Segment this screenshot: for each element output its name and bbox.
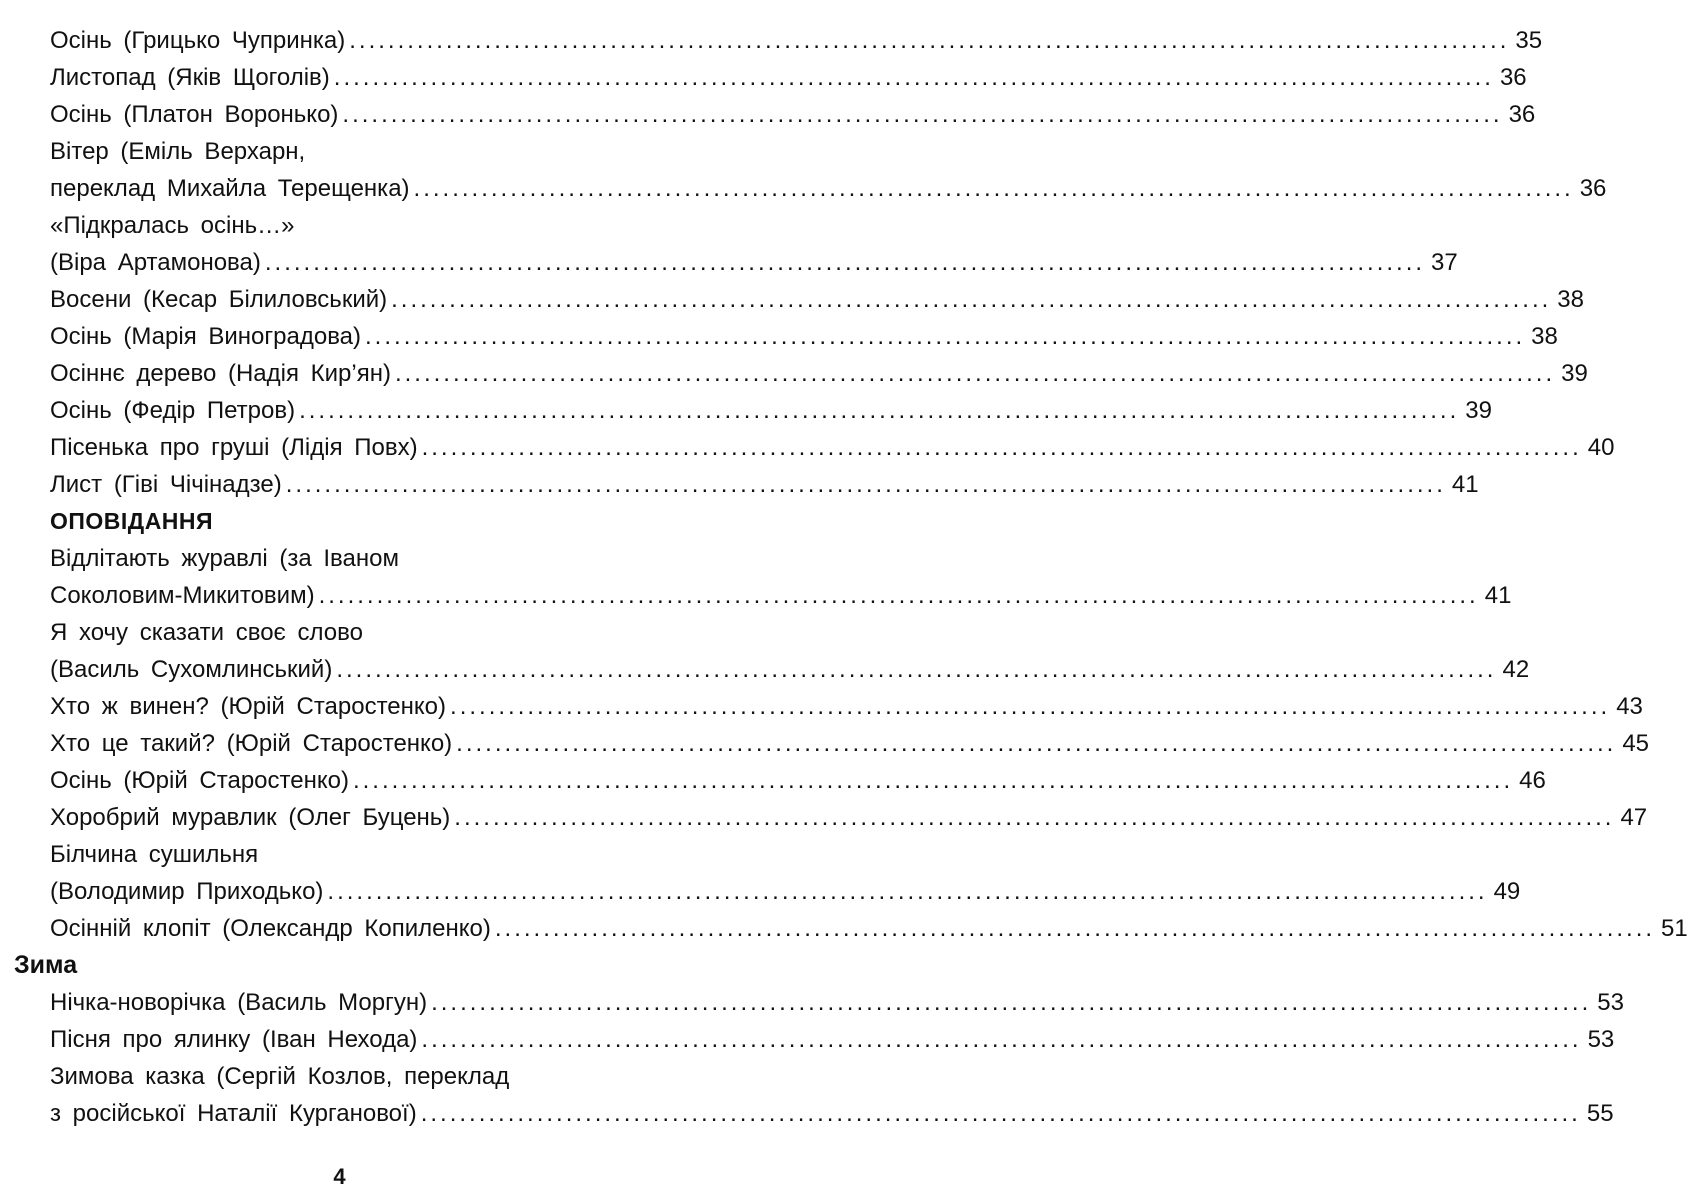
- dot-leader: ........................................................................................................................: [450, 693, 1611, 720]
- toc-entry-title: Лист (Гіві Чічінадзе): [50, 471, 282, 498]
- toc-entry-row: [50, 577, 1512, 614]
- toc-entry-page: 51: [1661, 915, 1688, 942]
- toc-entry-page: 37: [1431, 249, 1458, 276]
- toc-entry-page: 45: [1622, 730, 1650, 757]
- toc-entry-title: Пісенька про груші (Лідія Повх): [50, 434, 418, 461]
- toc-entry-title: Білчина сушильня: [50, 841, 259, 868]
- toc-entry-page: 43: [1616, 693, 1643, 720]
- toc-entry-page: 38: [1557, 286, 1584, 313]
- toc-entry: [0, 170, 1607, 207]
- toc-entry-title: «Підкралась осінь…»: [50, 212, 295, 239]
- toc-entry: [0, 1021, 1615, 1058]
- dot-leader: ........................................................................................................................: [318, 582, 1479, 609]
- toc-entry: [0, 577, 1512, 614]
- dot-leader: ........................................................................................................................: [264, 249, 1426, 276]
- toc-entry-title: Зимова казка (Сергій Козлов, переклад: [50, 1063, 510, 1090]
- dot-leader: ........................................................................................................................: [421, 1026, 1582, 1053]
- toc-entry-title: (Володимир Приходько): [50, 878, 324, 905]
- toc-entry-row: [50, 651, 1530, 688]
- toc-entry-title: Листопад (Яків Щоголів): [50, 64, 330, 91]
- toc-entry: [0, 318, 1558, 355]
- toc-entry-title: переклад Михайла Терещенка): [50, 175, 410, 202]
- toc-entry-title: Осінь (Грицько Чупринка): [50, 27, 346, 54]
- toc-entry-title: (Василь Сухомлинський): [50, 656, 333, 683]
- toc-entry-row: [50, 910, 1688, 947]
- toc-entry-title: Я хочу сказати своє слово: [50, 619, 363, 646]
- toc-entry-row: [50, 318, 1558, 355]
- toc-entry-title: Хто це такий? (Юрій Старостенко): [50, 730, 453, 757]
- toc-entry: [0, 244, 1458, 281]
- dot-leader: ........................................................................................................................: [420, 1100, 1581, 1127]
- section-heading-text: ОПОВІДАННЯ: [50, 508, 214, 534]
- toc-entry-page: 41: [1451, 471, 1479, 498]
- toc-entry-page: 47: [1620, 804, 1648, 831]
- page-number: 4: [333, 1164, 346, 1189]
- section-heading: [0, 503, 679, 540]
- toc-entry-line: [0, 540, 679, 577]
- dot-leader: ........................................................................................................................: [352, 767, 1514, 794]
- toc-entry-row: [50, 59, 1527, 96]
- dot-leader: ........................................................................................................................: [365, 323, 1526, 350]
- toc-entry-title: Осінь (Юрій Старостенко): [50, 767, 349, 794]
- toc-entry: [0, 1095, 1614, 1132]
- dot-leader: ........................................................................................................................: [413, 175, 1574, 202]
- dot-leader: ........................................................................................................................: [333, 64, 1494, 91]
- toc-entry-row: [50, 244, 1458, 281]
- toc-entry-row: [50, 466, 1479, 503]
- toc-entry: [0, 22, 1543, 59]
- toc-entry-page: 53: [1597, 989, 1624, 1016]
- toc-entry-row: [50, 873, 1521, 910]
- toc-entry: [0, 392, 1492, 429]
- dot-leader: ........................................................................................................................: [421, 434, 1582, 461]
- toc-entry-page: 53: [1587, 1026, 1615, 1053]
- toc-entry: [0, 651, 1530, 688]
- toc-entry-row: [50, 170, 1607, 207]
- toc-entry-line: [0, 614, 679, 651]
- toc-entry-row: [50, 392, 1492, 429]
- dot-leader: ........................................................................................................................: [494, 915, 1656, 942]
- toc-entry-row: [50, 984, 1624, 1021]
- toc-entry: [0, 281, 1584, 318]
- toc-entry-page: 49: [1493, 878, 1521, 905]
- dot-leader: ........................................................................................................................: [336, 656, 1497, 683]
- dot-leader: ........................................................................................................................: [431, 989, 1592, 1016]
- dot-leader: ........................................................................................................................: [299, 397, 1460, 424]
- dot-leader: ........................................................................................................................: [391, 286, 1552, 313]
- toc-entry: [0, 873, 1521, 910]
- toc-entry-line: [0, 836, 679, 873]
- toc-entry-row: [50, 429, 1615, 466]
- toc-entry: [0, 429, 1615, 466]
- toc-entry-row: [50, 1095, 1614, 1132]
- toc-entry-line: [0, 207, 679, 244]
- toc-entry-row: [50, 799, 1648, 836]
- toc-entry-title: Нічка-новорічка (Василь Моргун): [50, 989, 428, 1016]
- toc-entry: [0, 59, 1527, 96]
- toc-entry-line: [0, 133, 679, 170]
- toc-entry-row: [50, 1021, 1615, 1058]
- toc-entry-page: 38: [1531, 323, 1558, 350]
- toc-entry: [0, 688, 1643, 725]
- table-of-contents: [0, 22, 1688, 1132]
- toc-entry: [0, 762, 1546, 799]
- toc-entry-page: 36: [1579, 175, 1607, 202]
- toc-entry-row: [50, 281, 1584, 318]
- toc-entry-title: Відлітають журавлі (за Іваном: [50, 545, 399, 572]
- toc-entry-title: Хоробрий муравлик (Олег Буцень): [50, 804, 451, 831]
- toc-entry-page: 55: [1586, 1100, 1614, 1127]
- toc-entry: [0, 355, 1588, 392]
- toc-entry-row: [50, 725, 1650, 762]
- part-heading-text: Зима: [14, 951, 78, 979]
- toc-entry: [0, 984, 1624, 1021]
- toc-entry-line: [0, 1058, 679, 1095]
- toc-entry-title: Пісня про ялинку (Іван Нехода): [50, 1026, 418, 1053]
- toc-entry-title: Осінь (Федір Петров): [50, 397, 296, 424]
- toc-entry-page: 42: [1502, 656, 1530, 683]
- toc-entry-page: 36: [1508, 101, 1536, 128]
- dot-leader: ........................................................................................................................: [454, 804, 1615, 831]
- toc-entry-title: Осінь (Марія Виноградова): [50, 323, 362, 350]
- toc-entry-row: [50, 96, 1536, 133]
- toc-entry-title: Осіннє дерево (Надія Кир’ян): [50, 360, 391, 387]
- toc-entry-title: Соколовим-Микитовим): [50, 582, 315, 609]
- toc-entry-title: з російської Наталії Курганової): [50, 1100, 417, 1127]
- toc-entry: [0, 799, 1648, 836]
- part-heading: [0, 947, 679, 984]
- toc-entry-page: 36: [1499, 64, 1527, 91]
- dot-leader: ........................................................................................................................: [285, 471, 1446, 498]
- toc-entry-title: Хто ж винен? (Юрій Старостенко): [50, 693, 447, 720]
- toc-entry-row: [50, 688, 1643, 725]
- dot-leader: ........................................................................................................................: [456, 730, 1617, 757]
- toc-entry-row: [50, 22, 1543, 59]
- toc-entry-title: Вітер (Еміль Верхарн,: [50, 138, 306, 165]
- toc-entry-title: Осінній клопіт (Олександр Копиленко): [50, 915, 491, 942]
- toc-entry: [0, 910, 1688, 947]
- toc-entry: [0, 725, 1650, 762]
- toc-entry-page: 35: [1515, 27, 1543, 54]
- toc-entry-row: [50, 355, 1588, 392]
- toc-entry-page: 41: [1484, 582, 1512, 609]
- dot-leader: ........................................................................................................................: [349, 27, 1510, 54]
- toc-entry-page: 46: [1519, 767, 1546, 794]
- dot-leader: ........................................................................................................................: [394, 360, 1556, 387]
- dot-leader: ........................................................................................................................: [327, 878, 1488, 905]
- toc-entry-page: 39: [1561, 360, 1588, 387]
- toc-entry: [0, 466, 1479, 503]
- toc-entry-title: (Віра Артамонова): [50, 249, 261, 276]
- dot-leader: ........................................................................................................................: [342, 101, 1503, 128]
- toc-entry-title: Восени (Кесар Білиловський): [50, 286, 388, 313]
- toc-entry-page: 39: [1465, 397, 1492, 424]
- toc-entry: [0, 96, 1536, 133]
- toc-entry-title: Осінь (Платон Воронько): [50, 101, 339, 128]
- toc-entry-row: [50, 762, 1546, 799]
- toc-entry-page: 40: [1587, 434, 1615, 461]
